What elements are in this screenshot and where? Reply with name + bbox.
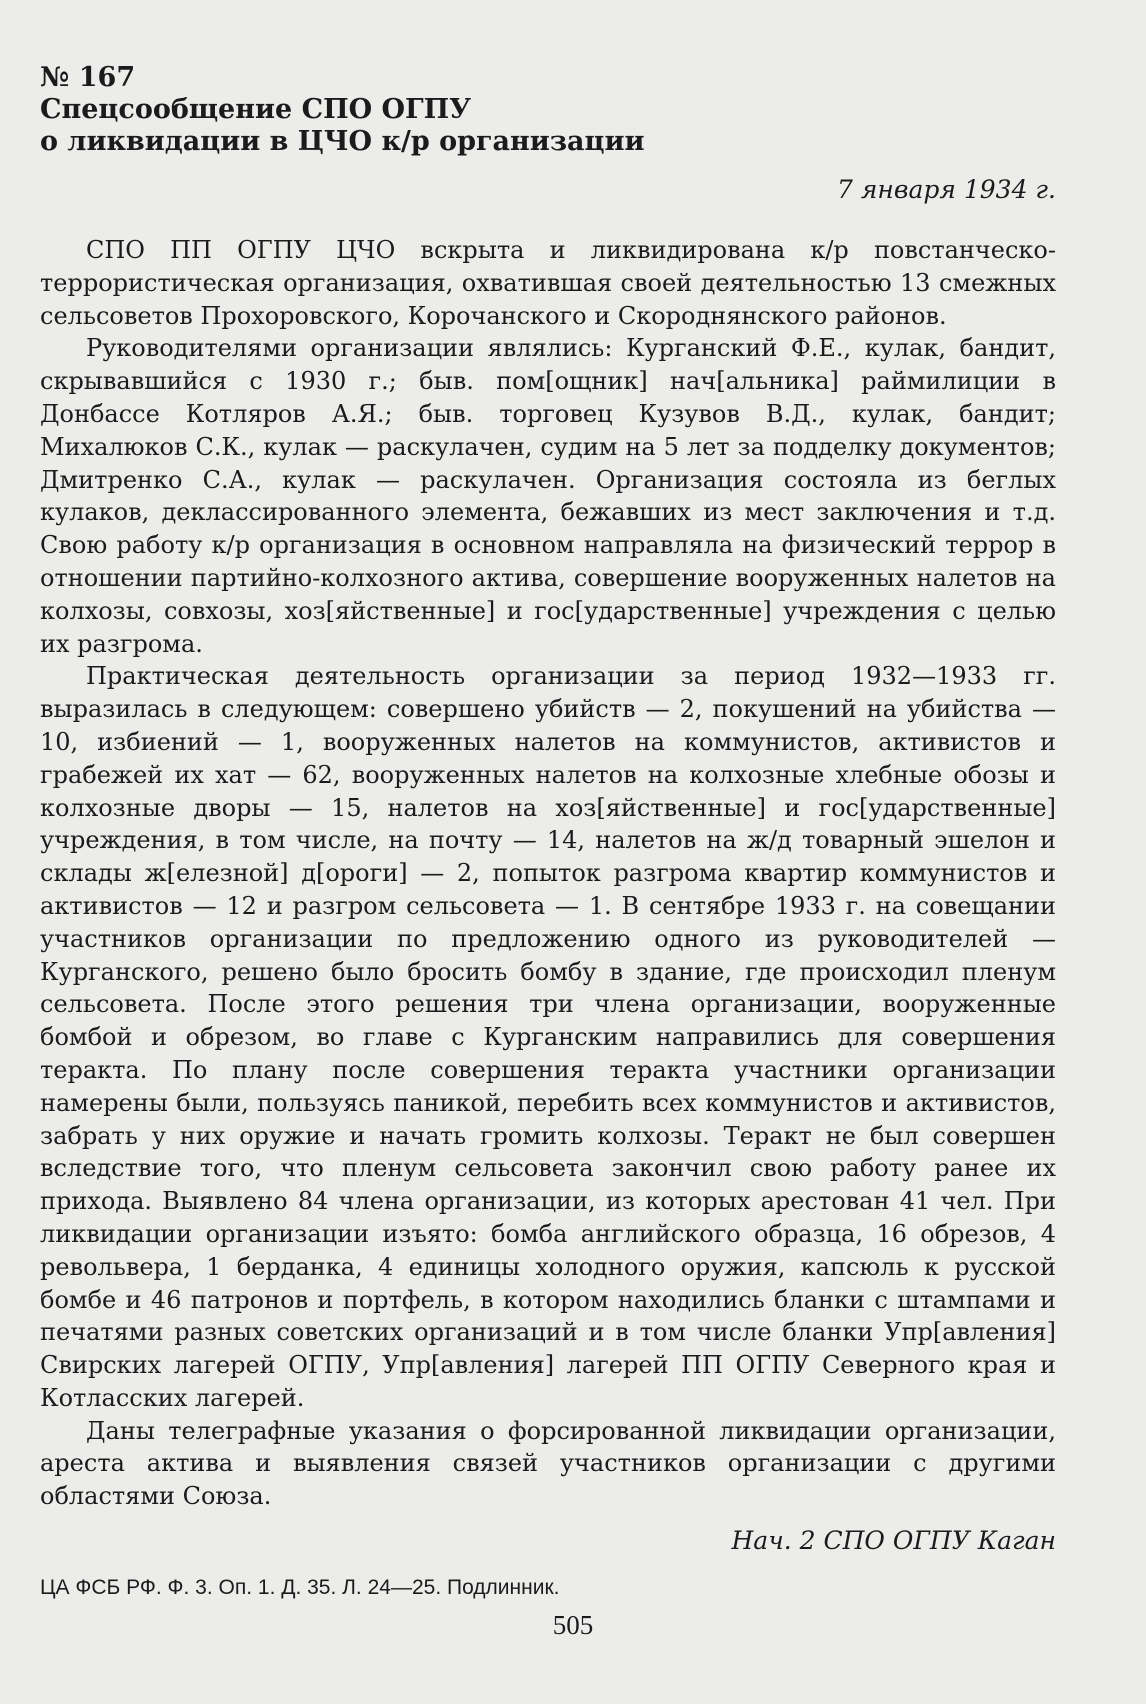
archive-source: ЦА ФСБ РФ. Ф. 3. Оп. 1. Д. 35. Л. 24—25. Подлинник. xyxy=(40,1576,560,1600)
paragraph-4: Даны телеграфные указания о форсированной ликвидации организации, ареста актива и выявления связей участников организации с другими областями Союза. xyxy=(40,1416,1056,1511)
document-title xyxy=(40,94,1056,158)
paragraph-3: Практическая деятельность организации за период 1932—1933 гг. выразилась в следующем: совершено убийств — 2, покушений на убийства — 10, избиений — 1, вооруженных налетов на коммунистов, активистов и грабежей их хат — 62, вооруженных налетов на колхозные хлебные обозы и колхозные дворы — 15, налетов на хоз[яйственные] и гос[ударственные] учреждения, в том числе, на почту — 14, налетов на ж/д товарный эшелон и склады ж[елезной] д[ороги] — 2, попыток разгрома квартир коммунистов и активистов — 12 и разгром сельсовета — 1. В сентябре 1933 г. на совещании участников организации по предложению одного из руководителей — Курганского, решено было бросить бомбу в здание, где происходил пленум сельсовета. После этого решения три члена организации, вооруженные бомбой и обрезом, во главе с Курганским направились для совершения теракта. По плану после совершения теракта участники организации намерены были, пользуясь паникой, перебить всех коммунистов и активистов, забрать у них оружие и начать громить колхозы. Теракт не был совершен вследствие того, что пленум сельсовета закончил свою работу ранее их прихода. Выявлено 84 члена организации, из которых арестован 41 чел. При ликвидации организации изъято: бомба английского образца, 16 обрезов, 4 револьвера, 1 берданка, 4 единицы холодного оружия, капсюль к русской бомбе и 46 патронов и портфель, в котором находились бланки с штампами и печатями разных советских организаций и в том числе бланки Упр[авления] Свирских лагерей ОГПУ, Упр[авления] лагерей ПП ОГПУ Северного края и Котласских лагерей. xyxy=(40,662,1056,1412)
signature: Нач. 2 СПО ОГПУ Каган xyxy=(731,1526,1056,1556)
page-number: 505 xyxy=(552,1610,594,1640)
document-number: № 167 xyxy=(40,62,136,93)
document-content xyxy=(40,62,1056,1603)
document-date: 7 января 1934 г. xyxy=(837,175,1056,204)
document-body xyxy=(40,234,1056,1513)
document-title-line-2: о ликвидации в ЦЧО к/р организации xyxy=(40,126,645,157)
document-title-line-1: Спецсообщение СПО ОГПУ xyxy=(40,94,472,125)
paragraph-1: СПО ПП ОГПУ ЦЧО вскрыта и ликвидирована к/р повстанческо-террористическая организация, охватившая своей деятельностью 13 смежных сельсоветов Прохоровского, Корочанского и Скороднянского районов. xyxy=(40,236,1056,330)
paragraph-2: Руководителями организации являлись: Курганский Ф.Е., кулак, бандит, скрывавшийся с 1930 г.; быв. пом[ощник] нач[альника] раймилиции в Донбассе Котляров А.Я.; быв. торговец Кузувов В.Д., кулак, бандит; Михалюков С.К., кулак — раскулачен, судим на 5 лет за подделку документов; Дмитренко С.А., кулак — раскулачен. Организация состояла из беглых кулаков, деклассированного элемента, бежавших из мест заключения и т.д. Свою работу к/р организация в основном направляла на физический террор в отношении партийно-колхозного актива, совершение вооруженных налетов на колхозы, совхозы, хоз[яйственные] и гос[ударственные] учреждения с целью их разгрома. xyxy=(40,334,1056,658)
